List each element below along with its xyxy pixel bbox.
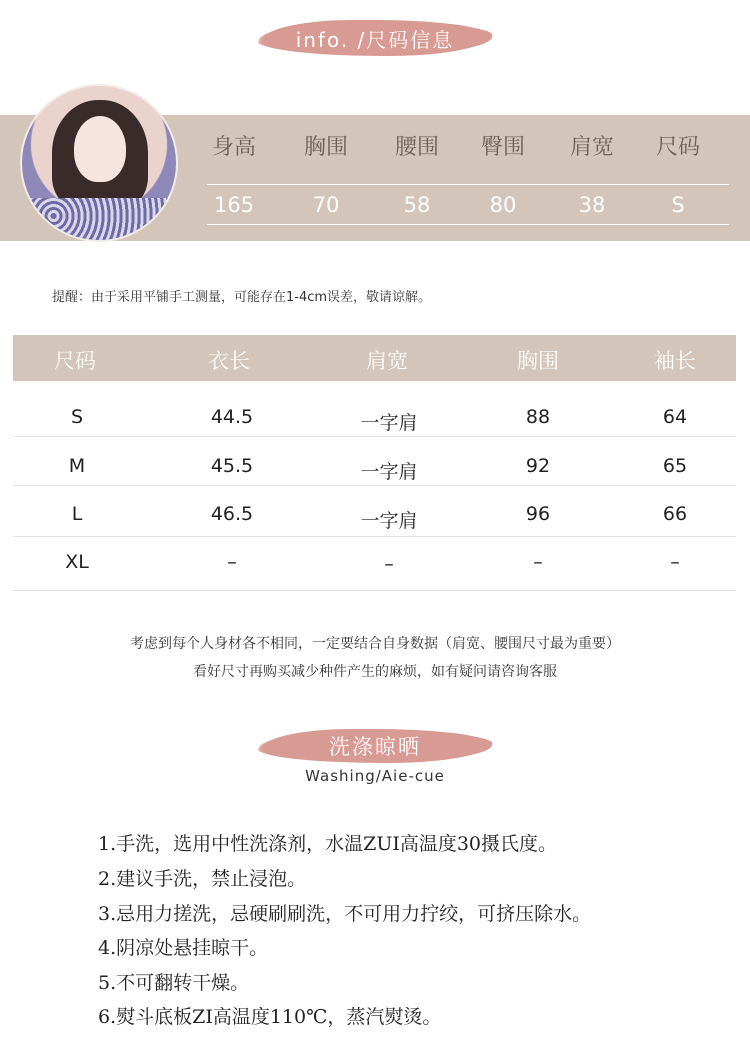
model-avatar: [20, 84, 178, 242]
size-cell: 45.5: [210, 455, 254, 477]
wash-subtitle: Washing/Aie-cue: [305, 767, 445, 785]
size-cell: 一字肩: [360, 510, 418, 532]
wash-item: 6.熨斗底板ZI高温度110℃，蒸汽熨烫。: [98, 1006, 442, 1028]
size-cell: 88: [525, 406, 551, 428]
size-cell: –: [533, 551, 543, 573]
section-title-wash: [262, 729, 488, 763]
size-cell: –: [384, 553, 394, 575]
measure-note: 提醒：由于采用平铺手工测量，可能存在1-4cm误差，敬请谅解。: [52, 290, 432, 305]
size-header-size: 尺码: [54, 349, 96, 373]
wash-item: 5.不可翻转干燥。: [98, 972, 250, 994]
size-header-length: 衣长: [208, 349, 250, 373]
size-cell: 44.5: [210, 406, 254, 428]
size-cell: –: [227, 551, 237, 573]
model-header-height: 身高: [211, 135, 256, 160]
model-value-size: S: [671, 193, 685, 217]
model-value-hip: 80: [489, 193, 517, 217]
model-divider-bottom: [207, 224, 729, 225]
size-header-sleeve: 袖长: [654, 349, 696, 373]
size-cell: 65: [662, 455, 688, 477]
advice-line-2: 看好尺寸再购买减少种件产生的麻烦，如有疑问请咨询客服: [193, 664, 557, 680]
model-header-size: 尺码: [655, 135, 700, 160]
size-cell: S: [70, 406, 84, 428]
size-header-bust: 胸围: [517, 349, 559, 373]
model-header-shoulder: 肩宽: [569, 135, 614, 160]
size-cell: 96: [525, 503, 551, 525]
size-cell: 64: [662, 406, 688, 428]
wash-item: 3.忌用力搓洗，忌硬刷刷洗，不可用力拧绞，可挤压除水。: [98, 903, 592, 925]
advice-line-1: 考虑到每个人身材各不相同，一定要结合自身数据（肩宽、腰围尺寸最为重要）: [130, 636, 620, 652]
wash-title-text: 洗涤晾晒: [329, 735, 421, 759]
model-value-waist: 58: [403, 193, 431, 217]
size-header-shoulder: 肩宽: [366, 349, 408, 373]
wash-item: 1.手洗，选用中性洗涤剂，水温ZUI高温度30摄氏度。: [98, 833, 558, 855]
model-value-bust: 70: [312, 193, 340, 217]
size-cell: M: [68, 455, 86, 477]
section-title-size-info: [262, 20, 488, 56]
model-value-shoulder: 38: [578, 193, 606, 217]
model-header-bust: 胸围: [303, 135, 348, 160]
size-cell: 66: [662, 503, 688, 525]
wash-item: 2.建议手洗，禁止浸泡。: [98, 868, 307, 890]
model-header-waist: 腰围: [394, 135, 439, 160]
model-divider-top: [207, 184, 729, 185]
row-divider: [13, 590, 736, 591]
wash-item: 4.阴凉处悬挂晾干。: [98, 937, 269, 959]
size-cell: XL: [65, 551, 89, 573]
row-divider: [13, 536, 736, 537]
size-cell: 一字肩: [360, 412, 418, 434]
row-divider: [13, 485, 736, 486]
size-cell: 一字肩: [360, 461, 418, 483]
model-value-height: 165: [213, 193, 255, 217]
size-cell: –: [670, 551, 680, 573]
avatar-dress: [22, 198, 178, 242]
model-header-hip: 臀围: [480, 135, 525, 160]
row-divider: [13, 436, 736, 437]
avatar-face: [74, 116, 126, 182]
size-cell: 92: [525, 455, 551, 477]
section-title-text: info. /尺码信息: [295, 27, 455, 52]
size-cell: 46.5: [210, 503, 254, 525]
size-cell: L: [71, 503, 83, 525]
